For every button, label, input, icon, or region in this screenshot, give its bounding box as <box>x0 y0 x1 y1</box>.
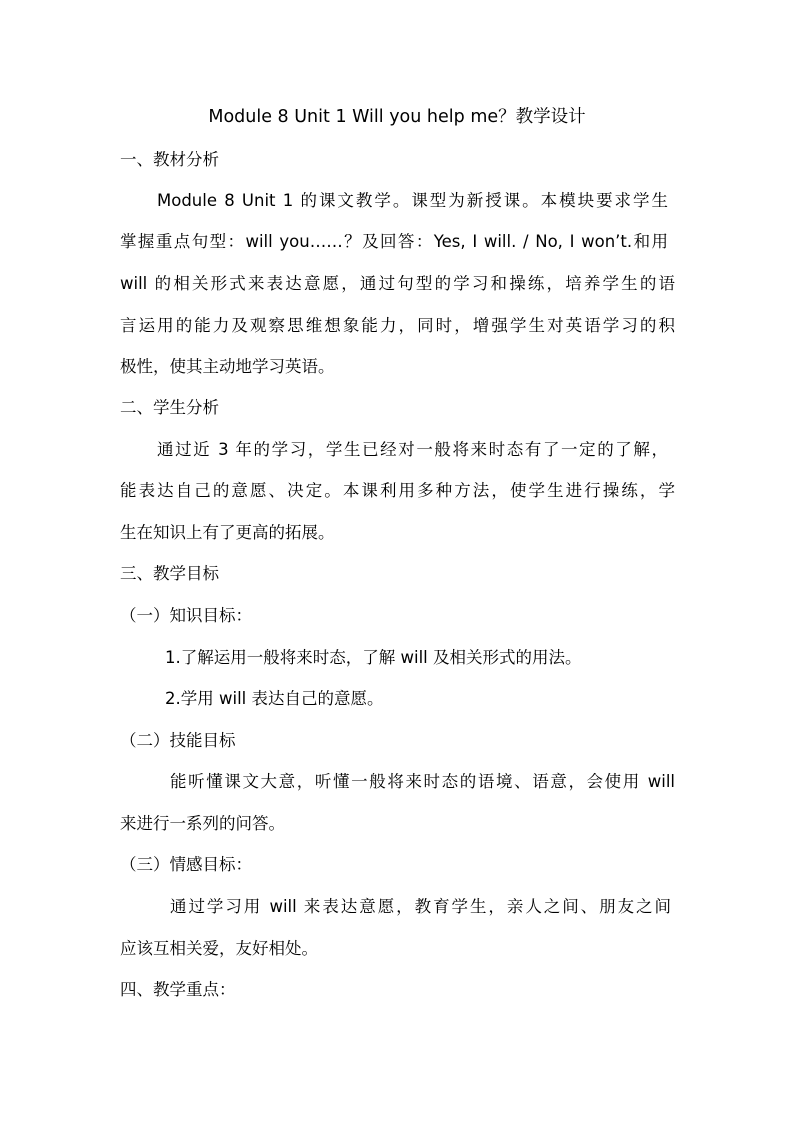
materials-line: Module 8 Unit 1 的课文教学。课型为新授课。本模块要求学生 <box>157 191 668 210</box>
document-title: Module 8 Unit 1 Will you help me？教学设计 <box>208 107 586 127</box>
materials-line: 掌握重点句型：will you……？及回答：Yes, I will. / No, I won’t.和用 <box>120 232 668 251</box>
knowledge-item: 2.学用 will 表达自己的意愿。 <box>165 689 384 708</box>
students-line: 能表达自己的意愿、决定。本课利用多种方法，使学生进行操练，学 <box>120 481 675 500</box>
students-line: 通过近 3 年的学习，学生已经对一般将来时态有了一定的了解， <box>157 440 668 459</box>
section-heading-students: 二、学生分析 <box>120 398 219 417</box>
materials-line: will 的相关形式来表达意愿，通过句型的学习和操练，培养学生的语 <box>120 274 675 293</box>
skills-line: 能听懂课文大意，听懂一般将来时态的语境、语意，会使用 will <box>170 772 675 791</box>
subheading-knowledge: （一）知识目标： <box>120 606 252 625</box>
section-heading-materials: 一、教材分析 <box>120 150 219 169</box>
emotion-line: 通过学习用 will 来表达意愿，教育学生，亲人之间、朋友之间 <box>170 897 671 916</box>
knowledge-item: 1.了解运用一般将来时态，了解 will 及相关形式的用法。 <box>165 648 582 667</box>
materials-line: 言运用的能力及观察思维想象能力，同时，增强学生对英语学习的积 <box>120 316 675 335</box>
skills-line: 来进行一系列的问答。 <box>120 814 285 833</box>
subheading-skills: （二）技能目标 <box>120 731 236 750</box>
emotion-line: 应该互相关爱，友好相处。 <box>120 939 318 958</box>
students-line: 生在知识上有了更高的拓展。 <box>120 523 335 542</box>
subheading-emotion: （三）情感目标： <box>120 855 252 874</box>
section-heading-keypoints: 四、教学重点： <box>120 980 236 999</box>
section-heading-goals: 三、教学目标 <box>120 564 219 583</box>
materials-line: 极性，使其主动地学习英语。 <box>120 357 335 376</box>
